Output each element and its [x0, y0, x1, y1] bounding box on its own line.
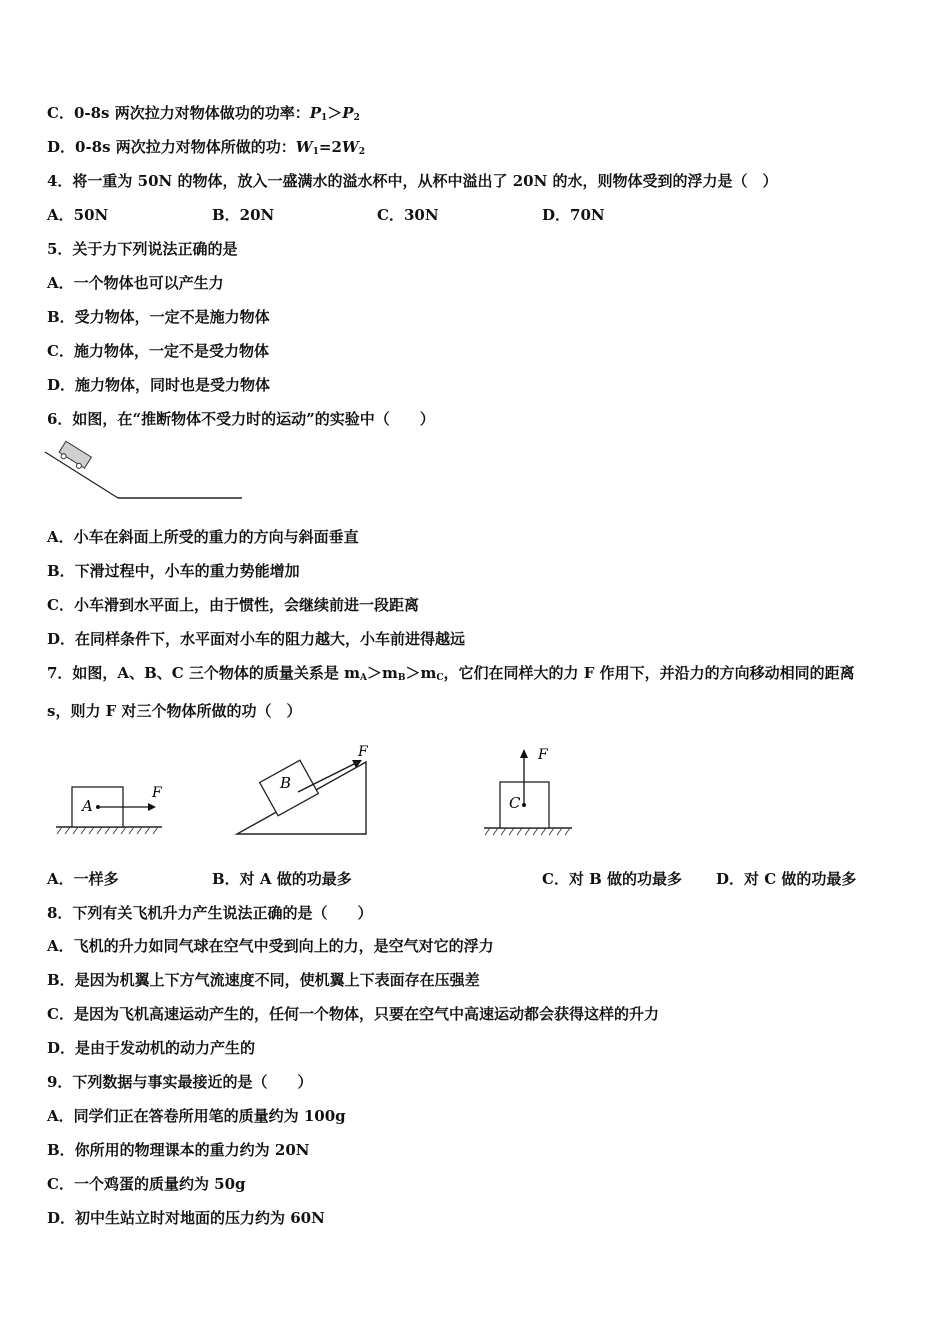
q7-label-f-a: F	[152, 785, 162, 801]
q6-option-a: A．小车在斜面上所受的重力的方向与斜面垂直	[47, 528, 359, 546]
q9-stem: 9．下列数据与事实最接近的是（ ）	[47, 1073, 313, 1091]
q9-option-c: C．一个鸡蛋的质量约为 50g	[47, 1175, 246, 1193]
q7-option-c: C．对 B 做的功最多	[542, 870, 683, 888]
q5-option-c: C．施力物体，一定不是受力物体	[47, 342, 269, 360]
q3-option-d: D．0-8s 两次拉力对物体所做的功：$W_1=2W_2$	[47, 138, 366, 157]
q6-option-d: D．在同样条件下，水平面对小车的阻力越大，小车前进得越远	[47, 630, 466, 648]
q8-option-a: A．飞机的升力如同气球在空气中受到向上的力，是空气对它的浮力	[47, 937, 494, 955]
q3-option-c: C．0-8s 两次拉力对物体做功的功率：$P_1>P_2$	[47, 104, 360, 123]
q4-option-d: D．70N	[542, 206, 605, 224]
q7-figure-b	[232, 740, 382, 840]
q7-label-b: B	[280, 774, 292, 792]
q7-option-d: D．对 C 做的功最多	[716, 870, 857, 888]
q7-option-a: A．一样多	[47, 870, 119, 888]
q8-option-d: D．是由于发动机的动力产生的	[47, 1039, 256, 1057]
q7-figure-a	[52, 770, 182, 842]
q7-label-f-c: F	[538, 747, 548, 763]
q8-option-b: B．是因为机翼上下方气流速度不同，使机翼上下表面存在压强差	[47, 971, 480, 989]
q7-label-c: C	[509, 794, 521, 812]
q5-option-d: D．施力物体，同时也是受力物体	[47, 376, 271, 394]
q7-stem-line2: s，则力 F 对三个物体所做的功（ ）	[47, 702, 302, 720]
q9-option-d: D．初中生站立时对地面的压力约为 60N	[47, 1209, 325, 1227]
q5-stem: 5．关于力下列说法正确的是	[47, 240, 238, 258]
q7-stem-line1: 7．如图，A、B、C 三个物体的质量关系是 $m_A>m_B>m_C$，它们在同样大的力 F 作用下，并沿力的方向移动相同的距离	[47, 664, 855, 683]
q8-option-c: C．是因为飞机高速运动产生的，任何一个物体，只要在空气中高速运动都会获得这样的升力	[47, 1005, 659, 1023]
q5-option-a: A．一个物体也可以产生力	[47, 274, 224, 292]
q9-option-a: A．同学们正在答卷所用笔的质量约为 100g	[47, 1107, 346, 1125]
q8-stem: 8．下列有关飞机升力产生说法正确的是（ ）	[47, 904, 373, 922]
q6-option-b: B．下滑过程中，小车的重力势能增加	[47, 562, 300, 580]
q6-incline-figure	[40, 438, 250, 506]
q4-option-b: B．20N	[212, 206, 275, 224]
q6-stem: 6．如图，在“推断物体不受力时的运动”的实验中（ ）	[47, 410, 435, 428]
q7-figure-c	[478, 740, 578, 840]
q7-label-a: A	[82, 797, 93, 815]
q4-stem: 4．将一重为 50N 的物体，放入一盛满水的溢水杯中，从杯中溢出了 20N 的水，则物体受到的浮力是（ ）	[47, 172, 778, 190]
q9-option-b: B．你所用的物理课本的重力约为 20N	[47, 1141, 310, 1159]
q5-option-b: B．受力物体，一定不是施力物体	[47, 308, 270, 326]
q6-option-c: C．小车滑到水平面上，由于惯性，会继续前进一段距离	[47, 596, 419, 614]
q4-option-a: A．50N	[47, 206, 109, 224]
q7-option-b: B．对 A 做的功最多	[212, 870, 352, 888]
q4-option-c: C．30N	[377, 206, 439, 224]
q7-label-f-b: F	[358, 744, 368, 760]
